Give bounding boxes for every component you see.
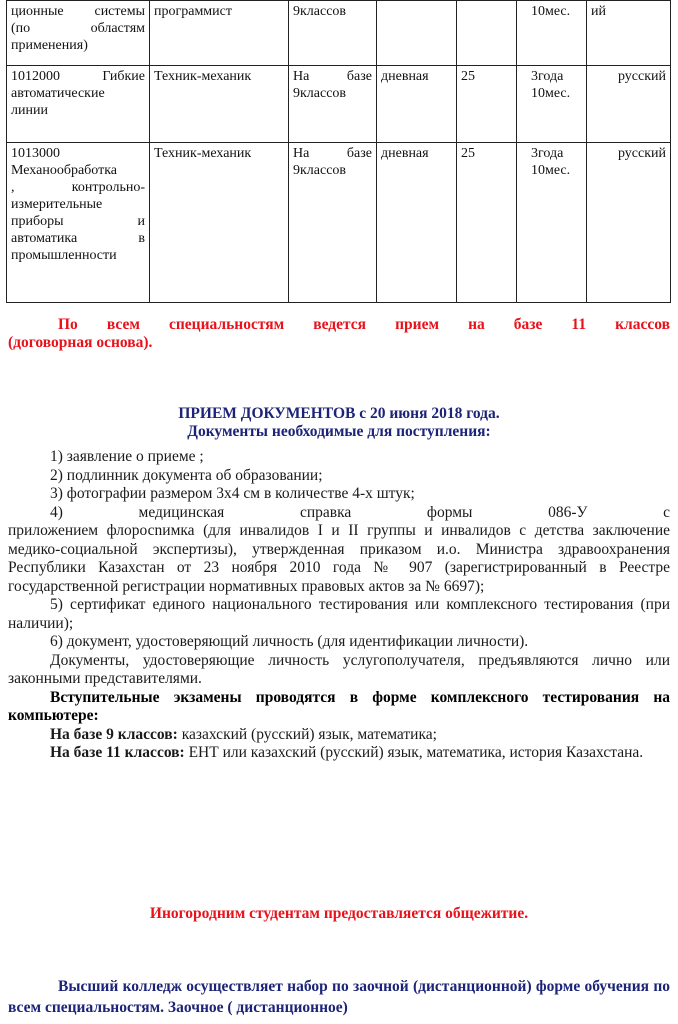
table-row (7, 1, 671, 66)
base-9-subjects: казахский (русский) язык, математика; (177, 725, 437, 743)
specialty-line: автоматика в (11, 231, 145, 246)
table-row (7, 66, 671, 143)
qualification-cell: программист (150, 1, 289, 66)
list-item-continuation: приложением флоросnимка (для инвалидов I и II группы и инвалидов с детства заключение медико-социальной экспертизы), утвержденная приказом и.о. Министра здравоохранения Республики Казахстан от 23 ноября 2010 года № 907 (зарегистрированный в Реестре государственной регистрации нормативных правовых актов за № 6697); (8, 522, 670, 595)
list-item: 3) фотографии размером 3х4 см в количестве 4-х штук; (50, 485, 415, 502)
specialty-line: измерительные (11, 197, 103, 212)
duration-cell (517, 66, 587, 143)
base-9-line (8, 726, 670, 745)
documents-heading (8, 405, 670, 441)
qualification-cell: Техник-механик (150, 143, 289, 303)
table-row (7, 143, 671, 303)
duration-line: 10мес. (531, 86, 571, 101)
specialty-cell (7, 66, 150, 143)
notice-line-1: По всем специальностям ведется прием на базе 11 классов (58, 316, 670, 333)
documents-title: ПРИЕМ ДОКУМЕНТОВ с 20 июня 2018 года. (178, 405, 500, 422)
exams-intro: Вступительные экзамены проводятся в форме комплексного тестирования на компьютере: (8, 688, 670, 724)
base-line: 9классов (293, 163, 347, 178)
study-form-cell: дневная (377, 143, 457, 303)
specialties-table (6, 0, 671, 303)
places-cell: 25 (457, 66, 517, 143)
admission-notice (8, 316, 670, 352)
specialty-line: автоматические (11, 86, 105, 101)
base-cell (289, 143, 377, 303)
base-line: На базе (293, 146, 372, 161)
specialty-line: , контрольно- (11, 180, 145, 195)
specialty-line: применения) (11, 38, 88, 53)
base-11-line (8, 744, 670, 763)
notice-line-2: (договорная основа). (8, 334, 153, 351)
language-cell: ий (587, 1, 671, 66)
duration-line: 3года (531, 69, 564, 84)
list-item: 5) сертификат единого национального тестирования или комплексного тестирования (при наличии); (8, 596, 670, 632)
language-cell: русский (587, 66, 671, 143)
base-9-label: На базе 9 классов: (50, 725, 178, 743)
specialty-cell (7, 1, 150, 66)
places-cell (457, 1, 517, 66)
documents-note: Документы, удостоверяющие личность услугополучателя, предъявляются лично или законными представителями. (8, 651, 670, 687)
study-form-cell (377, 1, 457, 66)
qualification-cell: Техник-механик (150, 66, 289, 143)
list-item: 2) подлинник документа об образовании; (50, 466, 323, 484)
specialty-line: ционные системы (11, 4, 145, 19)
distance-learning-text (8, 976, 670, 1018)
duration-cell (517, 143, 587, 303)
duration-line: 3года (531, 146, 564, 161)
base-line: На базе (293, 69, 372, 84)
specialty-line: промышленности (11, 248, 117, 263)
specialty-line: (по областям (11, 21, 145, 36)
duration-cell (517, 1, 587, 66)
duration-line: 10мес. (531, 163, 571, 178)
specialty-line: Механообработка (11, 163, 118, 178)
distance-learning-paragraph: Высший колледж осуществляет набор по заочной (дистанционной) форме обучения по всем специальностям. Заочное ( дистанционное) (8, 978, 670, 1016)
base-11-subjects: ЕНТ или казахский (русский) язык, математика, история Казахстана. (184, 744, 644, 761)
base-cell (289, 1, 377, 66)
list-item: 4) медицинская справка формы 086-У с (50, 503, 670, 521)
specialty-line: приборы и (11, 214, 145, 229)
list-item: 1) заявление о приеме ; (50, 448, 204, 465)
list-item: 6) документ, удостоверяющий личность (для идентификации личности). (50, 633, 529, 650)
documents-subtitle: Документы необходимые для поступления: (187, 423, 491, 440)
specialty-cell (7, 143, 150, 303)
documents-list (8, 448, 670, 763)
places-cell: 25 (457, 143, 517, 303)
base-line: 9классов (293, 86, 347, 101)
language-cell: русский (587, 143, 671, 303)
duration-line: 10мес. (531, 4, 571, 19)
base-cell (289, 66, 377, 143)
base-line: 9классов (293, 4, 347, 19)
specialty-line: 1012000 Гибкие (11, 69, 145, 84)
base-11-label: На базе 11 классов: (50, 744, 185, 761)
dormitory-notice: Иногородним студентам предоставляется общежитие. (149, 905, 529, 922)
study-form-cell: дневная (377, 66, 457, 143)
specialty-line: 1013000 (11, 146, 60, 161)
specialty-line: линии (11, 103, 48, 118)
